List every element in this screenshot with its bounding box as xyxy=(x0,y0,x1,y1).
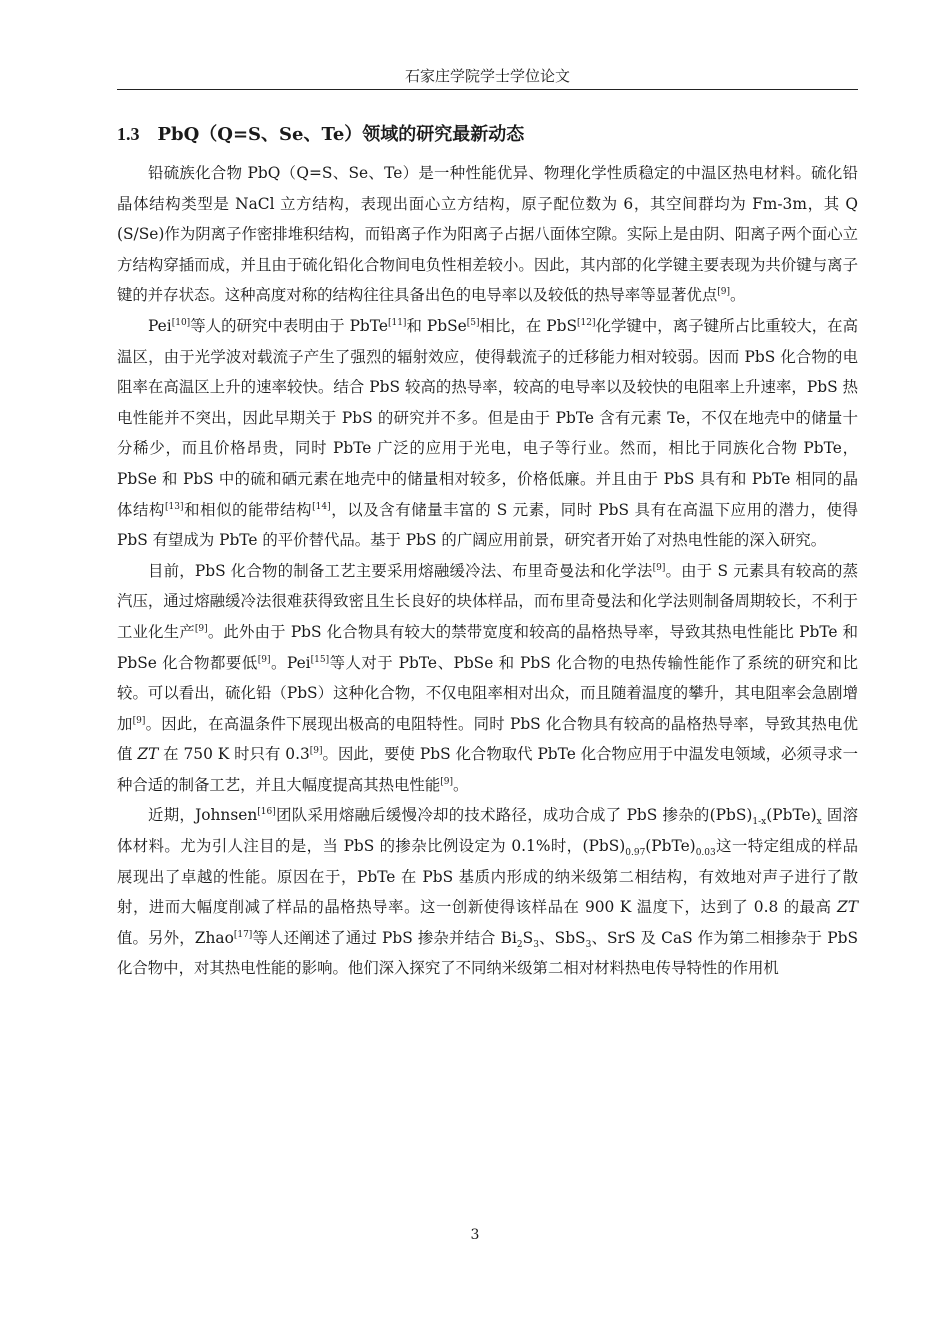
subscript: 0.03 xyxy=(695,848,716,859)
text-run: 值。另外，Zhao xyxy=(117,928,234,947)
subscript: 3 xyxy=(585,939,592,950)
citation-ref: [9] xyxy=(132,715,146,726)
subscript: 3 xyxy=(533,939,539,950)
section-heading xyxy=(117,121,858,148)
subscript: 0.97 xyxy=(625,848,646,859)
running-header: 石家庄学院学士学位论文 xyxy=(404,67,570,85)
paragraph xyxy=(117,556,858,801)
text-run: 目前，PbS 化合物的制备工艺主要采用熔融缓冷法、布里奇曼法和化学法 xyxy=(148,561,653,580)
page-number: 3 xyxy=(470,1227,480,1243)
citation-ref: [15] xyxy=(310,654,330,665)
citation-ref: [10] xyxy=(171,317,191,328)
text-run: 相比，在 PbS xyxy=(479,316,578,335)
subscript: 1-x xyxy=(752,817,767,828)
paragraph xyxy=(117,800,858,984)
citation-ref: [17] xyxy=(233,929,253,940)
text-run: 固溶体材料。尤为引人注目的是，当 PbS 的掺杂比例设定为 0.1%时，(PbS) xyxy=(117,806,859,856)
text-run: 。此外由于 PbS 化合物具有较大的禁带宽度和较高的晶格热导率，导致其热电性能比 PbTe 和 PbSe 化合物都要低 xyxy=(117,622,858,672)
subscript: 2 xyxy=(516,939,523,950)
text-run: 等人还阐述了通过 PbS 掺杂并结合 Bi xyxy=(252,928,517,947)
citation-ref: [9] xyxy=(717,287,730,298)
subscript: x xyxy=(816,817,822,828)
citation-ref: [9] xyxy=(257,654,271,665)
header-rule xyxy=(117,89,858,90)
text-run: 等人对于 PbTe、PbSe 和 PbS 化合物的电热传输性能作了系统的研究和比较。可以看出，硫化铅（PbS）这种化合物，不仅电阻率相对出众，而且随着温度的攀升，其电阻率会急剧增加 xyxy=(117,653,858,733)
text-run: 和 PbSe xyxy=(406,316,467,335)
italic-symbol: ZT xyxy=(137,745,159,764)
citation-ref: [9] xyxy=(309,746,323,757)
text-run: 近期，Johnsen xyxy=(148,806,258,825)
body-text xyxy=(117,158,858,984)
text-run: 这一特定组成的样品展现出了卓越的性能。原因在于，PbTe 在 PbS 基质内形成的纳米级第二相结构，有效地对声子进行了散射，进而大幅度削减了样品的晶格热导率。这一创新使得该样品在 900 K 温度下，达到了 0.8 的最高 xyxy=(117,837,858,917)
text-run: 。 xyxy=(730,286,746,305)
text-run: (PbTe) xyxy=(645,837,696,856)
citation-ref: [14] xyxy=(312,501,331,512)
text-run: S xyxy=(522,928,534,947)
citation-ref: [13] xyxy=(165,501,184,512)
text-run: 。Pei xyxy=(270,653,311,672)
paragraph xyxy=(117,311,858,556)
text-run: 团队采用熔融后缓慢冷却的技术路径，成功合成了 PbS 掺杂的(PbS) xyxy=(275,806,753,825)
text-run: 。因此，在高温条件下展现出极高的电阻特性。同时 PbS 化合物具有较高的晶格热导率，导致其热电优值 xyxy=(117,714,858,764)
citation-ref: [9] xyxy=(652,562,666,573)
italic-symbol: ZT xyxy=(837,898,858,917)
citation-ref: [16] xyxy=(257,807,276,818)
text-run: 、SbS xyxy=(538,928,586,947)
paragraph xyxy=(117,158,858,311)
text-run: Pei xyxy=(148,316,172,335)
text-run: 、SrS 及 CaS 作为第二相掺杂于 PbS 化合物中，对其热电性能的影响。他们深入探究了不同纳米级第二相对材料热电传导特性的作用机 xyxy=(117,928,858,978)
text-run: 。由于 S 元素具有较高的蒸汽压，通过熔融缓冷法很难获得致密且生长良好的块体样品，而布里奇曼法和化学法则制备周期较长，不利于工业化生产 xyxy=(117,561,858,641)
text-run: 等人的研究中表明由于 PbTe xyxy=(190,316,388,335)
text-run: 铅硫族化合物 PbQ（Q=S、Se、Te）是一种性能优异、物理化学性质稳定的中温区热电材料。硫化铅晶体结构类型是 NaCl 立方结构，表现出面心立方结构，原子配位数为 6，其空间群均为 Fm-3m，其 Q (S/Se)作为阴离子作密排堆积结构，而铅离子作为阳离子占据八面体空隙。实际上是由阴、阳离子两个面心立方结构穿插而成，并且由于硫化铅化合物间电负性相差较小。因此，其内部的化学键主要表现为共价键与离子键的并存状态。这种高度对称的结构往往具备出色的电导率以及较低的热导率等显著优点 xyxy=(117,164,858,305)
text-run: 。因此，要使 PbS 化合物取代 PbTe 化合物应用于中温发电领域，必须寻求一种合适的制备工艺，并且大幅度提高其热电性能 xyxy=(117,745,858,794)
citation-ref: [9] xyxy=(194,623,208,634)
text-run: ，以及含有储量丰富的 S 元素，同时 PbS 具有在高温下应用的潜力，使得 PbS 有望成为 PbTe 的平价替代品。基于 PbS 的广阔应用前景，研究者开始了对热电性能的深入研究。 xyxy=(117,500,858,550)
citation-ref: [11] xyxy=(387,317,407,328)
text-run: (PbTe) xyxy=(766,806,817,825)
citation-ref: [12] xyxy=(577,317,596,328)
citation-ref: [5] xyxy=(466,317,480,328)
text-run: 在 750 K 时只有 0.3 xyxy=(158,745,310,764)
section-title: PbQ（Q=S、Se、Te）领域的研究最新动态 xyxy=(157,124,525,145)
text-run: 。 xyxy=(452,775,469,794)
section-number: 1.3 xyxy=(117,124,140,144)
text-run: 和相似的能带结构 xyxy=(183,500,313,519)
text-run: 化学键中，离子键所占比重较大，在高温区，由于光学波对载流子产生了强烈的辐射效应，使得载流子的迁移能力相对较弱。因而 PbS 化合物的电阻率在高温区上升的速率较快。结合 PbS 较高的热导率，较高的电导率以及较快的电阻率上升速率，PbS 热电性能并不突出，因此早期关于 PbS 的研究并不多。但是由于 PbTe 含有元素 Te，不仅在地壳中的储量十分稀少，而且价格昂贵，同时 PbTe 广泛的应用于光电，电子等行业。然而，相比于同族化合物 PbTe，PbSe 和 PbS 中的硫和硒元素在地壳中的储量相对较多，价格低廉。并且由于 PbS 具有和 PbTe 相同的晶体结构 xyxy=(117,316,858,519)
citation-ref: [9] xyxy=(440,776,453,787)
